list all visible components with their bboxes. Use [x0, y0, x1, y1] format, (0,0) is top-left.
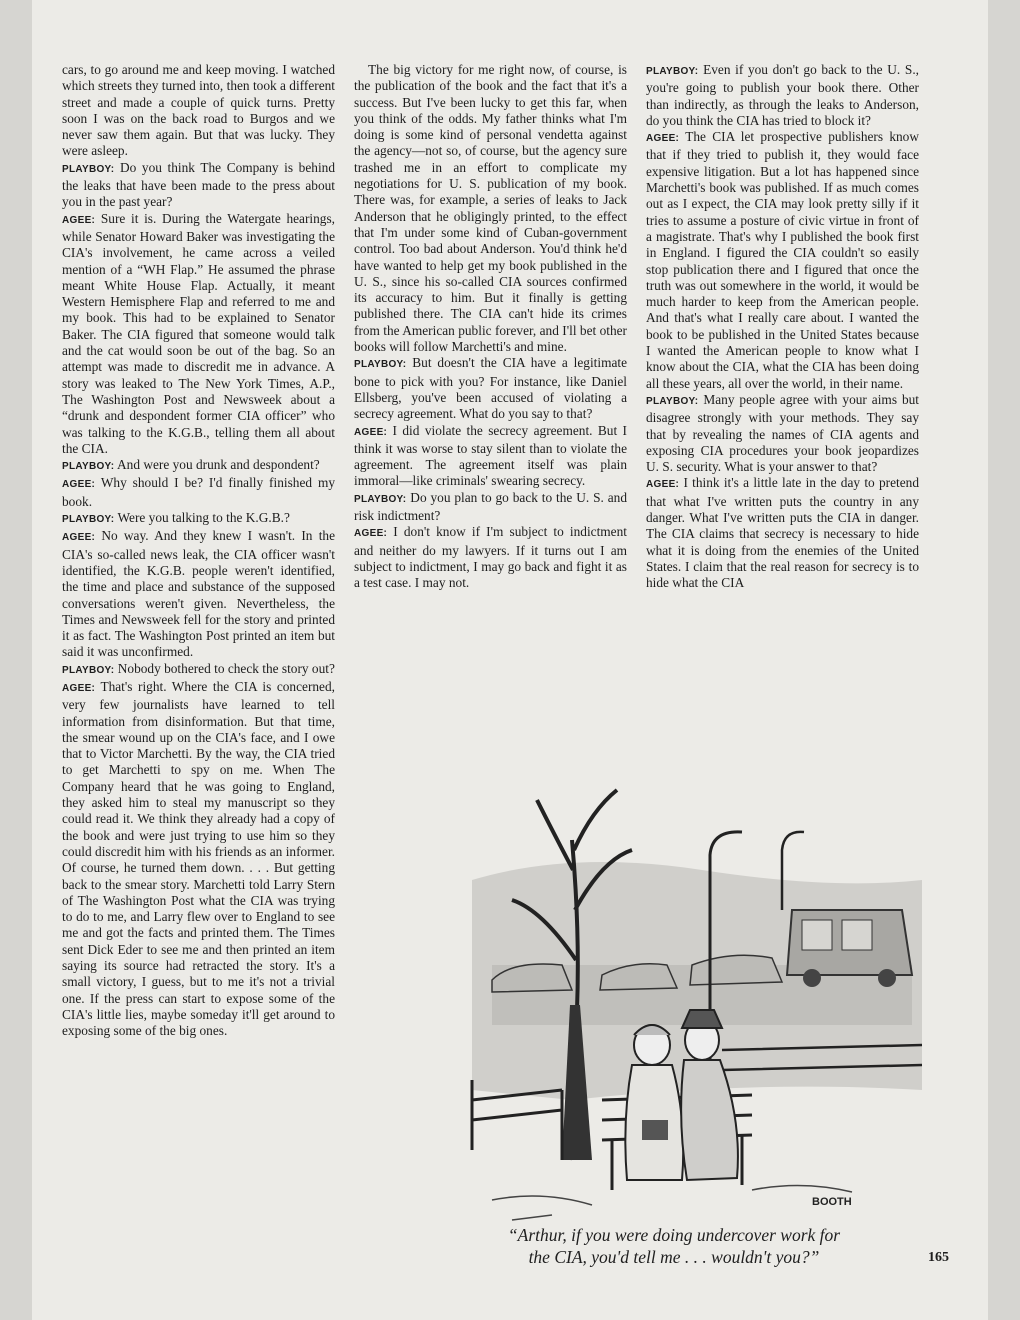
paragraph-text: But doesn't the CIA have a legitimate bone to pick with you? For instance, like Daniel Ellsberg, you've been accused of violating a secrecy agreement. What do you say to that?	[354, 355, 627, 422]
answer-paragraph	[62, 679, 335, 1040]
paragraph-text: That's right. Where the CIA is concerned, very few journalists have learned to tell information from disinformation. But that time, the smear wound up on the CIA's face, and I owe that to Victor Marchetti. By the way, the CIA tried to get Marchetti to spy on me. When The Company heard that he was going to England, they asked him to steal my manuscript so they could read it. We think they already had a copy of the book and were just trying to use him so they could discredit him with his friends as an informer. Of course, he turned them down. . . . But getting back to the smear story. Marchetti told Larry Stern of The Washington Post what the CIA was trying to do to me, and Larry flew over to England to see me and got the facts and printed them. The Times sent Dick Eder to see me and then printed an item saying its source had retracted the story. It's a small victory, I guess, but to me it's not a trivial one. If the press can start to expose some of the CIA's little lies, maybe someday it'll get around to exposing some of the big ones.	[62, 678, 335, 1039]
body-paragraph	[62, 62, 335, 160]
speaker-label: AGEE:	[62, 532, 96, 544]
answer-paragraph	[646, 129, 919, 392]
speaker-label: PLAYBOY:	[646, 66, 699, 77]
paragraph-text: Even if you don't go back to the U. S., you're going to publish your book there. Other than indirectly, as through the leaks to Anderson, do you think the CIA has tried to block it?	[646, 62, 919, 128]
speaker-label: PLAYBOY:	[62, 514, 115, 526]
paragraph-text: Why should I be? I'd finally finished my book.	[62, 475, 335, 509]
paragraph-text: No way. And they knew I wasn't. In the CIA's so-called news leak, the CIA officer wasn't identified, the K.G.B. people weren't identified, the time and place and substance of the supposed conversations weren't given. Nevertheless, the Times and Newsweek fell for the story and printed it as fact. The Washington Post printed an item but said it was unconfirmed.	[62, 528, 335, 660]
speaker-label: AGEE:	[354, 528, 388, 540]
paragraph-text: Do you think The Company is behind the leaks that have been made to the press about you in the past year?	[62, 159, 335, 210]
speaker-label: PLAYBOY:	[646, 395, 699, 407]
paragraph-text: And were you drunk and despondent?	[114, 457, 320, 473]
cartoon-illustration	[452, 760, 942, 1230]
answer-paragraph	[62, 475, 335, 510]
question-paragraph	[354, 490, 627, 525]
answer-paragraph	[354, 524, 627, 591]
page-number: 165	[928, 1250, 949, 1265]
magazine-page	[32, 0, 988, 1320]
speaker-label: AGEE:	[62, 682, 96, 694]
answer-paragraph	[354, 423, 627, 490]
caption-line-1: “Arthur, if you were doing undercover work for	[507, 1225, 841, 1245]
paragraph-text: I think it's a little late in the day to pretend that what I've written puts the country in any danger. What I've written puts the CIA in danger. The CIA claims that secrecy is necessary to hide what it is doing from the enemies of the United States. I claim that the real reason for secrecy is to hide what the CIA	[646, 475, 919, 591]
answer-paragraph	[62, 211, 335, 457]
speaker-label: PLAYBOY:	[354, 359, 407, 371]
speaker-label: PLAYBOY:	[62, 461, 115, 473]
paragraph-text: Were you talking to the K.G.B.?	[114, 510, 290, 526]
question-paragraph	[62, 457, 335, 475]
speaker-label: AGEE:	[354, 426, 388, 438]
question-paragraph	[62, 510, 335, 528]
text-column-3	[646, 62, 919, 592]
speaker-label: PLAYBOY:	[354, 493, 407, 505]
question-paragraph	[646, 392, 919, 475]
caption-line-2: the CIA, you'd tell me . . . wouldn't you?”	[528, 1247, 820, 1267]
speaker-label: AGEE:	[62, 479, 96, 491]
paragraph-text: The big victory for me right now, of course, is the publication of the book and the fact that it's a success. But I've been lucky to get this far, when you think of the odds. My father thinks what I'm doing is some kind of personal vendetta against the agency—not so, of course, but the agency sure trashed me in an effort to complicate my negotiations for U. S. publication of my book. There was, for example, a series of leaks to Jack Anderson that he obligingly printed, to the effect that I'm under some kind of Cuban-government control. Too bad about Anderson. You'd think he'd have wanted to help get my book published in the U. S., since his so-called CIA sources confirmed its accuracy to him. But it finally is getting published there. The CIA can't hide its crimes from the American public forever, and I'll bet other books will follow Marchetti's and mine.	[354, 62, 627, 355]
paragraph-text: Nobody bothered to check the story out?	[114, 660, 335, 676]
question-paragraph	[62, 160, 335, 211]
speaker-label: PLAYBOY:	[62, 163, 115, 175]
question-paragraph	[646, 62, 919, 129]
paragraph-text: The CIA let prospective publishers know that if they tried to publish it, they would face expensive litigation. But a lot has happened since Marchetti's book was published. If as much comes out as I expect, the CIA may look pretty silly if it tries to assume a posture of civic virtue in front of a magistrate. That's why I published the book first in England. I figured the CIA couldn't so easily stop publication there and I figured that once the truth was out somewhere in the world, it would be much harder to keep from the American people. And that's what I really care about. I wanted the book to be published in the United States because I wanted the American people to know what I know about the CIA, what the CIA has been doing all these years, all over the world, in their name.	[646, 129, 919, 391]
speaker-label: AGEE:	[646, 133, 680, 145]
speaker-label: PLAYBOY:	[62, 664, 115, 676]
answer-paragraph	[646, 475, 919, 591]
speaker-label: AGEE:	[62, 214, 96, 226]
question-paragraph	[62, 661, 335, 679]
paragraph-text: Sure it is. During the Watergate hearings, while Senator Howard Baker was investigating the CIA's involvement, he came across a veiled mention of a “WH Flap.” He assumed the phrase meant White House Flap. Actually, it meant Western Hemisphere Flap and referred to me and my book. This had to be explained to Senator Baker. The CIA figured that someone would talk and the cat would soon be out of the bag. So an attempt was made to discredit me in advance. A story was leaked to The New York Times, A.P., The Washington Post and Newsweek about a “drunk and despondent former CIA officer” who was talking to the K.G.B., telling them all about the CIA.	[62, 210, 335, 456]
paragraph-text: cars, to go around me and keep moving. I watched which streets they turned into, then took a different street and made a couple of quick turns. Pretty soon I was on the back road to Burgos and we never saw them again. But that was lucky. They were asleep.	[62, 62, 335, 159]
question-paragraph	[354, 355, 627, 422]
text-column-1	[62, 62, 335, 1040]
paragraph-text: Do you plan to go back to the U. S. and risk indictment?	[354, 489, 627, 524]
body-paragraph	[354, 62, 627, 355]
cartoon-drawing	[452, 760, 942, 1230]
answer-paragraph	[62, 528, 335, 660]
speaker-label: AGEE:	[646, 479, 680, 491]
paragraph-text: Many people agree with your aims but disagree strongly with your methods. They say that by revealing the names of CIA agents and exposing CIA procedures your book jeopardizes U. S. security. What is your answer to that?	[646, 391, 919, 475]
paragraph-text: I don't know if I'm subject to indictment and neither do my lawyers. If it turns out I am subject to indictment, I may go back and fight it as a test case. I may not.	[354, 524, 627, 591]
text-column-2	[354, 62, 627, 592]
cartoon-caption	[424, 1224, 924, 1268]
paragraph-text: I did violate the secrecy agreement. But I think it was worse to stay silent than to violate the agreement. The agreement itself was plain immoral—like criminals' swearing secrecy.	[354, 422, 627, 489]
cartoonist-signature: BOOTH	[812, 1196, 852, 1208]
